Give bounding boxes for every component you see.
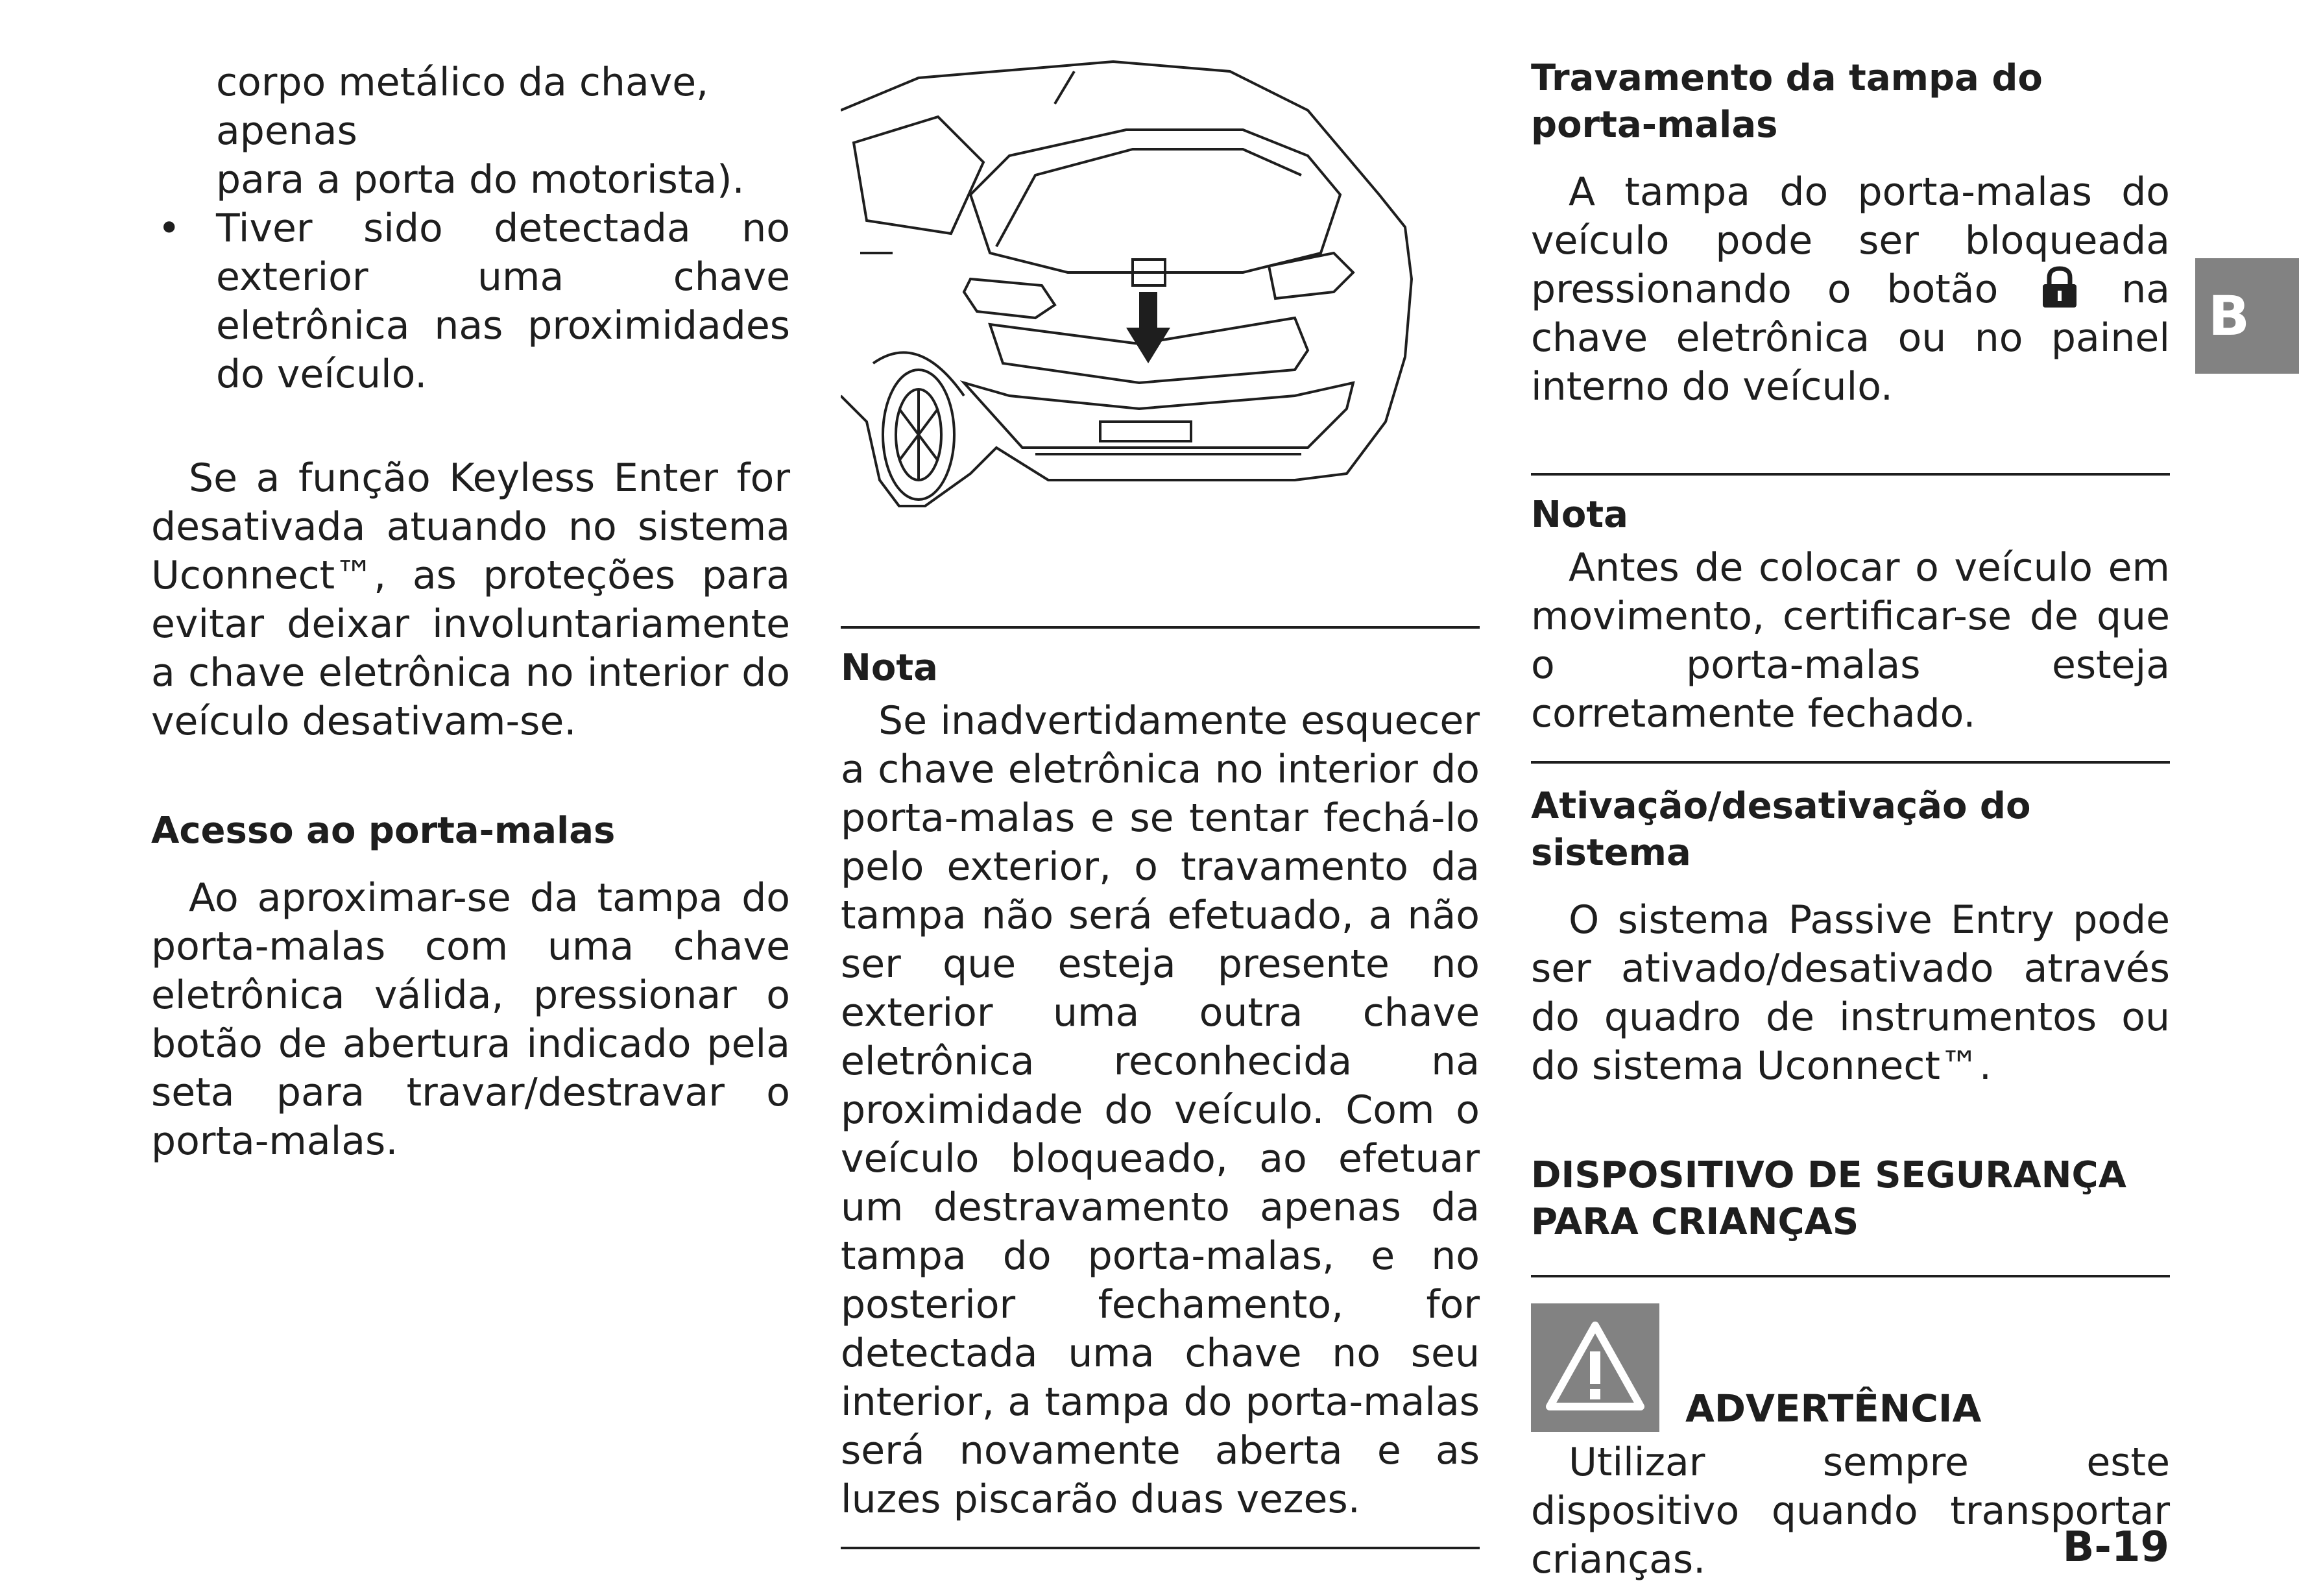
continued-text-line-2: para a porta do motorista). bbox=[216, 157, 745, 202]
bullet-mark: • bbox=[158, 206, 181, 251]
lock-icon bbox=[2040, 266, 2079, 309]
paragraph-keyless: Se a função Keyless Enter for desativada atuando no sistema Uconnect™, as proteções para evitar deixar involuntariamente a chave eletrônica no interior do veículo desativam-se. bbox=[151, 455, 790, 744]
bullet-item bbox=[151, 204, 790, 399]
rule-top bbox=[841, 626, 1480, 629]
page-number: B-19 bbox=[2062, 1523, 2169, 1571]
car-rear-illustration bbox=[841, 58, 1480, 513]
nota-title: Nota bbox=[841, 647, 938, 689]
rule-bottom bbox=[841, 1547, 1480, 1549]
travamento-text-a: A tampa do porta-malas do veículo pode ser bloqueada pressionando o botão bbox=[1531, 169, 2170, 312]
bullet-text: Tiver sido detectada no exterior uma chave eletrônica nas proximidades do veículo. bbox=[216, 206, 790, 397]
continued-text-line-1: corpo metálico da chave, apenas bbox=[216, 60, 709, 154]
nota-text-right: Antes de colocar o veículo em movimento, certificar-se de que o porta-malas esteja corretamente fechado. bbox=[1531, 545, 2170, 736]
warning-triangle-icon bbox=[1531, 1303, 1659, 1432]
section-tab: B bbox=[2195, 258, 2299, 374]
paragraph-acesso: Ao aproximar-se da tampa do porta-malas com uma chave eletrônica válida, pressionar o botão de abertura indicado pela seta para travar/destravar o porta-malas. bbox=[151, 875, 790, 1164]
warning-label: ADVERTÊNCIA bbox=[1685, 1386, 1982, 1431]
rule-nota-top bbox=[1531, 473, 2170, 476]
nota-text: Se inadvertidamente esquecer a chave eletrônica no interior do porta-malas e se tentar fechá-lo pelo exterior, o travamento da tampa não será efetuado, a não ser que esteja presente no exterior uma outra chave eletrônica reconhecida na proximidade do veículo. Com o veículo bloqueado, ao efetuar um destravamento apenas da tampa do porta-malas, e no posterior fechamento, for detectada uma chave no seu interior, a tampa do porta-malas será novamente aberta e as luzes piscarão duas vezes. bbox=[841, 698, 1480, 1522]
paragraph-ativacao: O sistema Passive Entry pode ser ativado/desativado através do quadro de instrumentos ou do sistema Uconnect™. bbox=[1531, 897, 2170, 1089]
column-middle bbox=[841, 58, 1480, 1549]
paragraph-travamento bbox=[1531, 168, 2170, 411]
rule-warning-top bbox=[1531, 1275, 2170, 1277]
rule-nota-bottom bbox=[1531, 761, 2170, 764]
travamento-text-b: na chave eletrônica ou no painel interno do veículo. bbox=[1531, 267, 2171, 409]
heading-dispositivo: DISPOSITIVO DE SEGURANÇA PARA CRIANÇAS bbox=[1531, 1154, 2126, 1243]
heading-acesso: Acesso ao porta-malas bbox=[151, 810, 616, 852]
nota-title-right: Nota bbox=[1531, 494, 1628, 536]
heading-ativacao: Ativação/desativação do sistema bbox=[1531, 785, 2031, 874]
heading-travamento: Travamento da tampa do porta-malas bbox=[1531, 57, 2043, 146]
warning-text: Utilizar sempre este dispositivo quando transportar crianças. bbox=[1531, 1440, 2170, 1582]
column-left bbox=[151, 58, 790, 1166]
warning-header bbox=[1531, 1303, 2170, 1432]
column-right bbox=[1531, 55, 2170, 1584]
